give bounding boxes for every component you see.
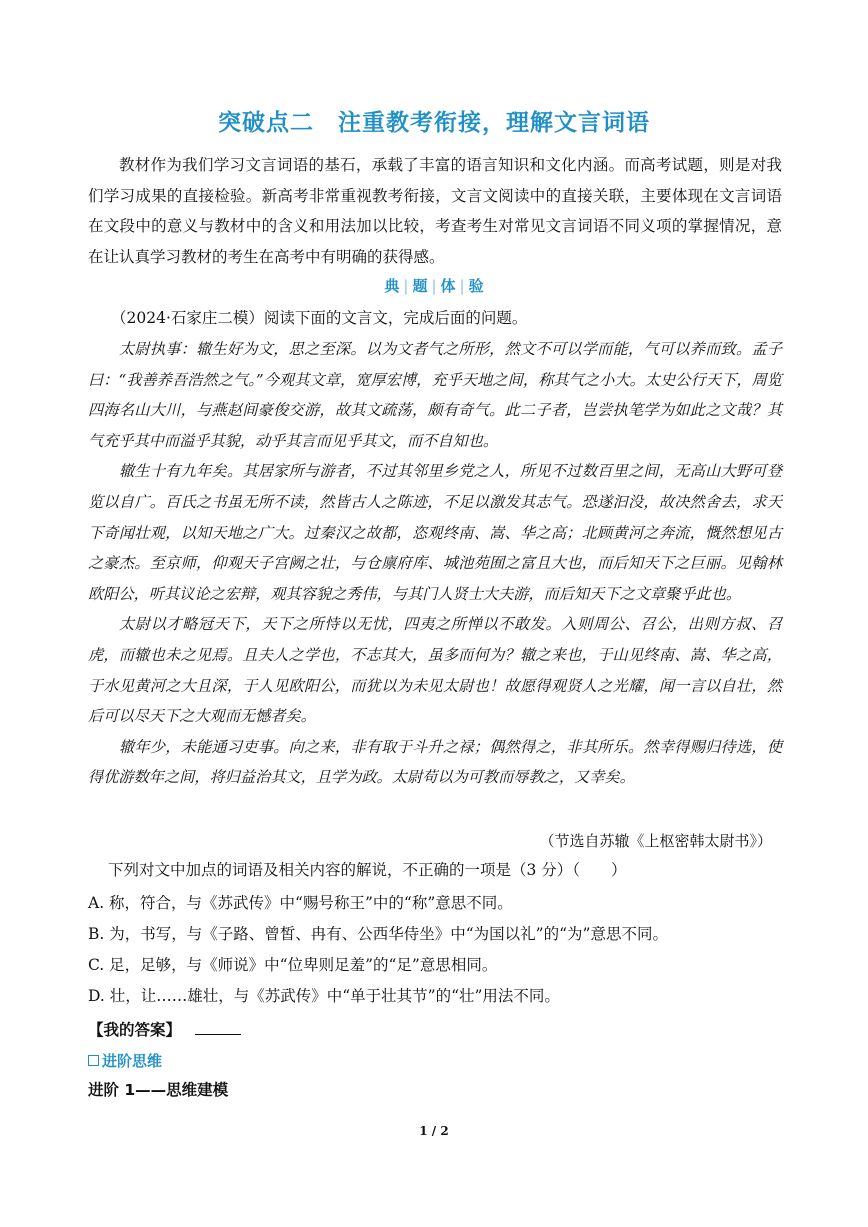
passage-paragraph: 太尉以才略冠天下，天下之所恃以无忧，四夷之所惮以不敢发。入则周公、召公，出则方叔、召虎，而辙也未之见焉。且夫人之学也，不志其大，虽多而何为？辙之来也，于山见终南、嵩、华之高，于水见黄河之大且深，于人见欧阳公，而犹以为未见太尉也！故愿得观贤人之光耀，闻一言以自壮，然后可以尽天下之大观而无憾者矣。 xyxy=(88,615,782,726)
advanced-thinking-heading xyxy=(88,1050,162,1071)
option-a: A. 称，符合，与《苏武传》中“赐号称王”中的“称”意思不同。 xyxy=(88,894,513,912)
passage-paragraph: 辙年少，未能通习吏事。向之来，非有取于斗升之禄；偶然得之，非其所乐。然幸得赐归待选，使得优游数年之间，将归益治其文，且学为政。太尉苟以为可教而辱教之，又幸矣。 xyxy=(88,737,782,787)
intro-paragraph: 教材作为我们学习文言词语的基石，承载了丰富的语言知识和文化内涵。而高考试题，则是对我们学习成果的直接检验。新高考非常重视教考衔接，文言文阅读中的直接关联，主要体现在文言词语在文段中的意义与教材中的含义和用法加以比较，考查考生对常见文言词语不同义项的掌握情况，意在让认真学习教材的考生在高考中有明确的获得感。 xyxy=(88,156,782,266)
my-answer xyxy=(88,1018,241,1040)
page-number: 1 / 2 xyxy=(419,1124,449,1138)
checkbox-icon xyxy=(88,1055,99,1066)
citation: （节选自苏辙《上枢密韩太尉书》） xyxy=(539,832,772,850)
my-answer-label: 【我的答案】 xyxy=(88,1021,182,1039)
section-char: 验 xyxy=(468,277,484,295)
step-heading: 进阶 1——思维建模 xyxy=(88,1081,229,1099)
section-heading: 典 | 题 | 体 | 验 xyxy=(384,277,484,295)
passage-paragraph: 辙生十有九年矣。其居家所与游者，不过其邻里乡党之人，所见不过数百里之间，无高山大野可登览以自广。百氏之书虽无所不读，然皆古人之陈迹，不足以激发其志气。恐遂汩没，故决然舍去，求天下奇闻壮观，以知天地之广大。过秦汉之故都，恣观终南、嵩、华之高；北顾黄河之奔流，慨然想见古之豪杰。至京师，仰观天子宫阙之壮，与仓廪府库、城池苑囿之富且大也，而后知天下之巨丽。见翰林欧阳公，听其议论之宏辩，观其容貌之秀伟，与其门人贤士大夫游，而后知天下之文章聚乎此也。 xyxy=(88,462,782,603)
answer-options xyxy=(88,888,788,1012)
section-char: 典 xyxy=(384,277,400,295)
question-stem: 下列对文中加点的词语及相关内容的解说，不正确的一项是（3 分）（ ） xyxy=(108,861,627,879)
page-title: 突破点二 注重教考衔接，理解文言词语 xyxy=(218,110,650,136)
source-line: （2024·石家庄二模）阅读下面的文言文，完成后面的问题。 xyxy=(111,309,528,327)
advanced-label: 进阶思维 xyxy=(102,1052,163,1070)
option-b: B. 为，书写，与《子路、曾皙、冉有、公西华侍坐》中“为国以礼”的“为”意思不同。 xyxy=(88,925,668,943)
answer-blank[interactable] xyxy=(195,1020,241,1035)
section-char: 题 xyxy=(412,277,428,295)
passage-paragraph: 太尉执事：辙生好为文，思之至深。以为文者气之所形，然文不可以学而能，气可以养而致。孟子曰：“我善养吾浩然之气。”今观其文章，宽厚宏博，充乎天地之间，称其气之小大。太史公行天下，周览四海名山大川，与燕赵间豪俊交游，故其文疏荡，颇有奇气。此二子者，岂尝执笔学为如此之文哉？其气充乎其中而溢乎其貌，动乎其言而见乎其文，而不自知也。 xyxy=(88,340,782,450)
classical-passage xyxy=(88,334,782,793)
option-d: D. 壮，让……雄壮，与《苏武传》中“单于壮其节”的“壮”用法不同。 xyxy=(88,987,560,1005)
section-char: 体 xyxy=(440,277,456,295)
option-c: C. 足，足够，与《师说》中“位卑则足羞”的“足”意思相同。 xyxy=(88,956,498,974)
